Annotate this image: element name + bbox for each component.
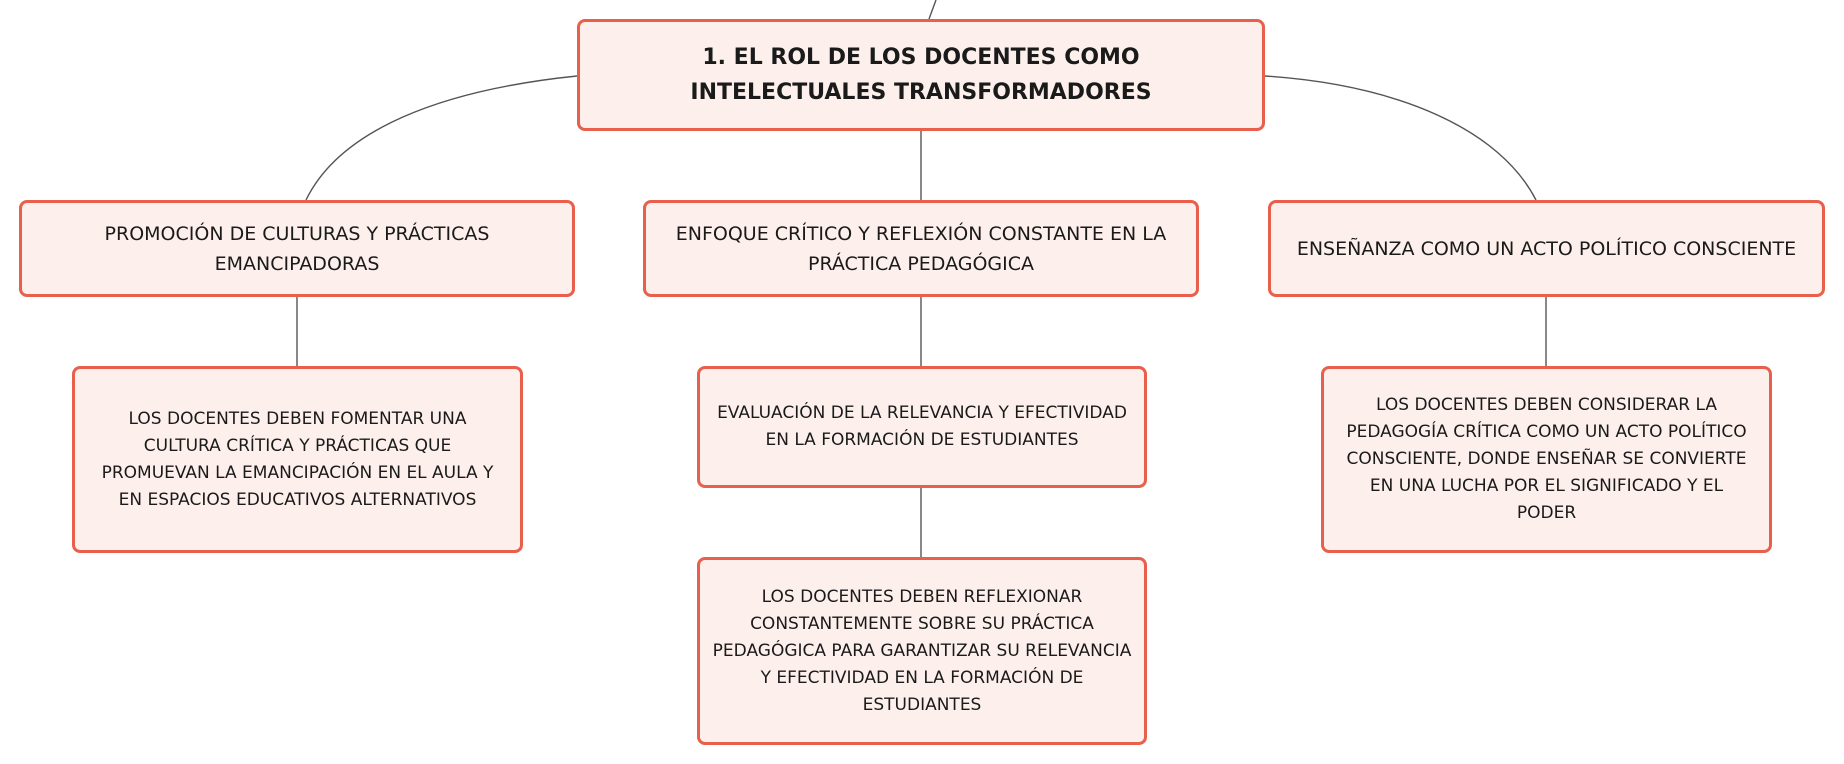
root-topic-label: 1. EL ROL DE LOS DOCENTES COMO INTELECTUALES TRANSFORMADORES	[690, 45, 1152, 105]
subtopic-label: LOS DOCENTES DEBEN REFLEXIONAR CONSTANTEMENTE SOBRE SU PRÁCTICA PEDAGÓGICA PARA GARANTIZAR SU RELEVANCIA Y EFECTIVIDAD EN LA FORMACIÓN DE ESTUDIANTES	[712, 586, 1132, 715]
subtopic-fomentar-cultura-critica[interactable]	[72, 366, 523, 553]
branch-topic-label: ENSEÑANZA COMO UN ACTO POLÍTICO CONSCIENTE	[1296, 237, 1797, 260]
subtopic-reflexionar-practica[interactable]	[697, 557, 1147, 745]
connector-incoming-root	[929, 0, 936, 19]
subtopic-acto-politico-consciente[interactable]	[1321, 366, 1772, 553]
connector-root-branch-3	[1265, 76, 1536, 200]
subtopic-evaluacion-relevancia[interactable]	[697, 366, 1147, 488]
subtopic-label: EVALUACIÓN DE LA RELEVANCIA Y EFECTIVIDAD EN LA FORMACIÓN DE ESTUDIANTES	[717, 403, 1127, 450]
branch-topic-label: ENFOQUE CRÍTICO Y REFLEXIÓN CONSTANTE EN LA PRÁCTICA PEDAGÓGICA	[675, 222, 1167, 275]
branch-topic-ensenanza-politica[interactable]	[1268, 200, 1825, 297]
connector-root-branch-1	[306, 76, 577, 200]
branch-topic-label: PROMOCIÓN DE CULTURAS Y PRÁCTICAS EMANCIPADORAS	[104, 222, 490, 275]
subtopic-label: LOS DOCENTES DEBEN FOMENTAR UNA CULTURA CRÍTICA Y PRÁCTICAS QUE PROMUEVAN LA EMANCIPACIÓN EN EL AULA Y EN ESPACIOS EDUCATIVOS ALTERNATIVOS	[101, 408, 494, 510]
root-topic[interactable]	[577, 19, 1265, 131]
branch-topic-promocion[interactable]	[19, 200, 575, 297]
subtopic-label: LOS DOCENTES DEBEN CONSIDERAR LA PEDAGOGÍA CRÍTICA COMO UN ACTO POLÍTICO CONSCIENTE, DONDE ENSEÑAR SE CONVIERTE EN UNA LUCHA POR EL SIGNIFICADO Y EL PODER	[1346, 395, 1747, 523]
branch-topic-enfoque-critico[interactable]	[643, 200, 1199, 297]
